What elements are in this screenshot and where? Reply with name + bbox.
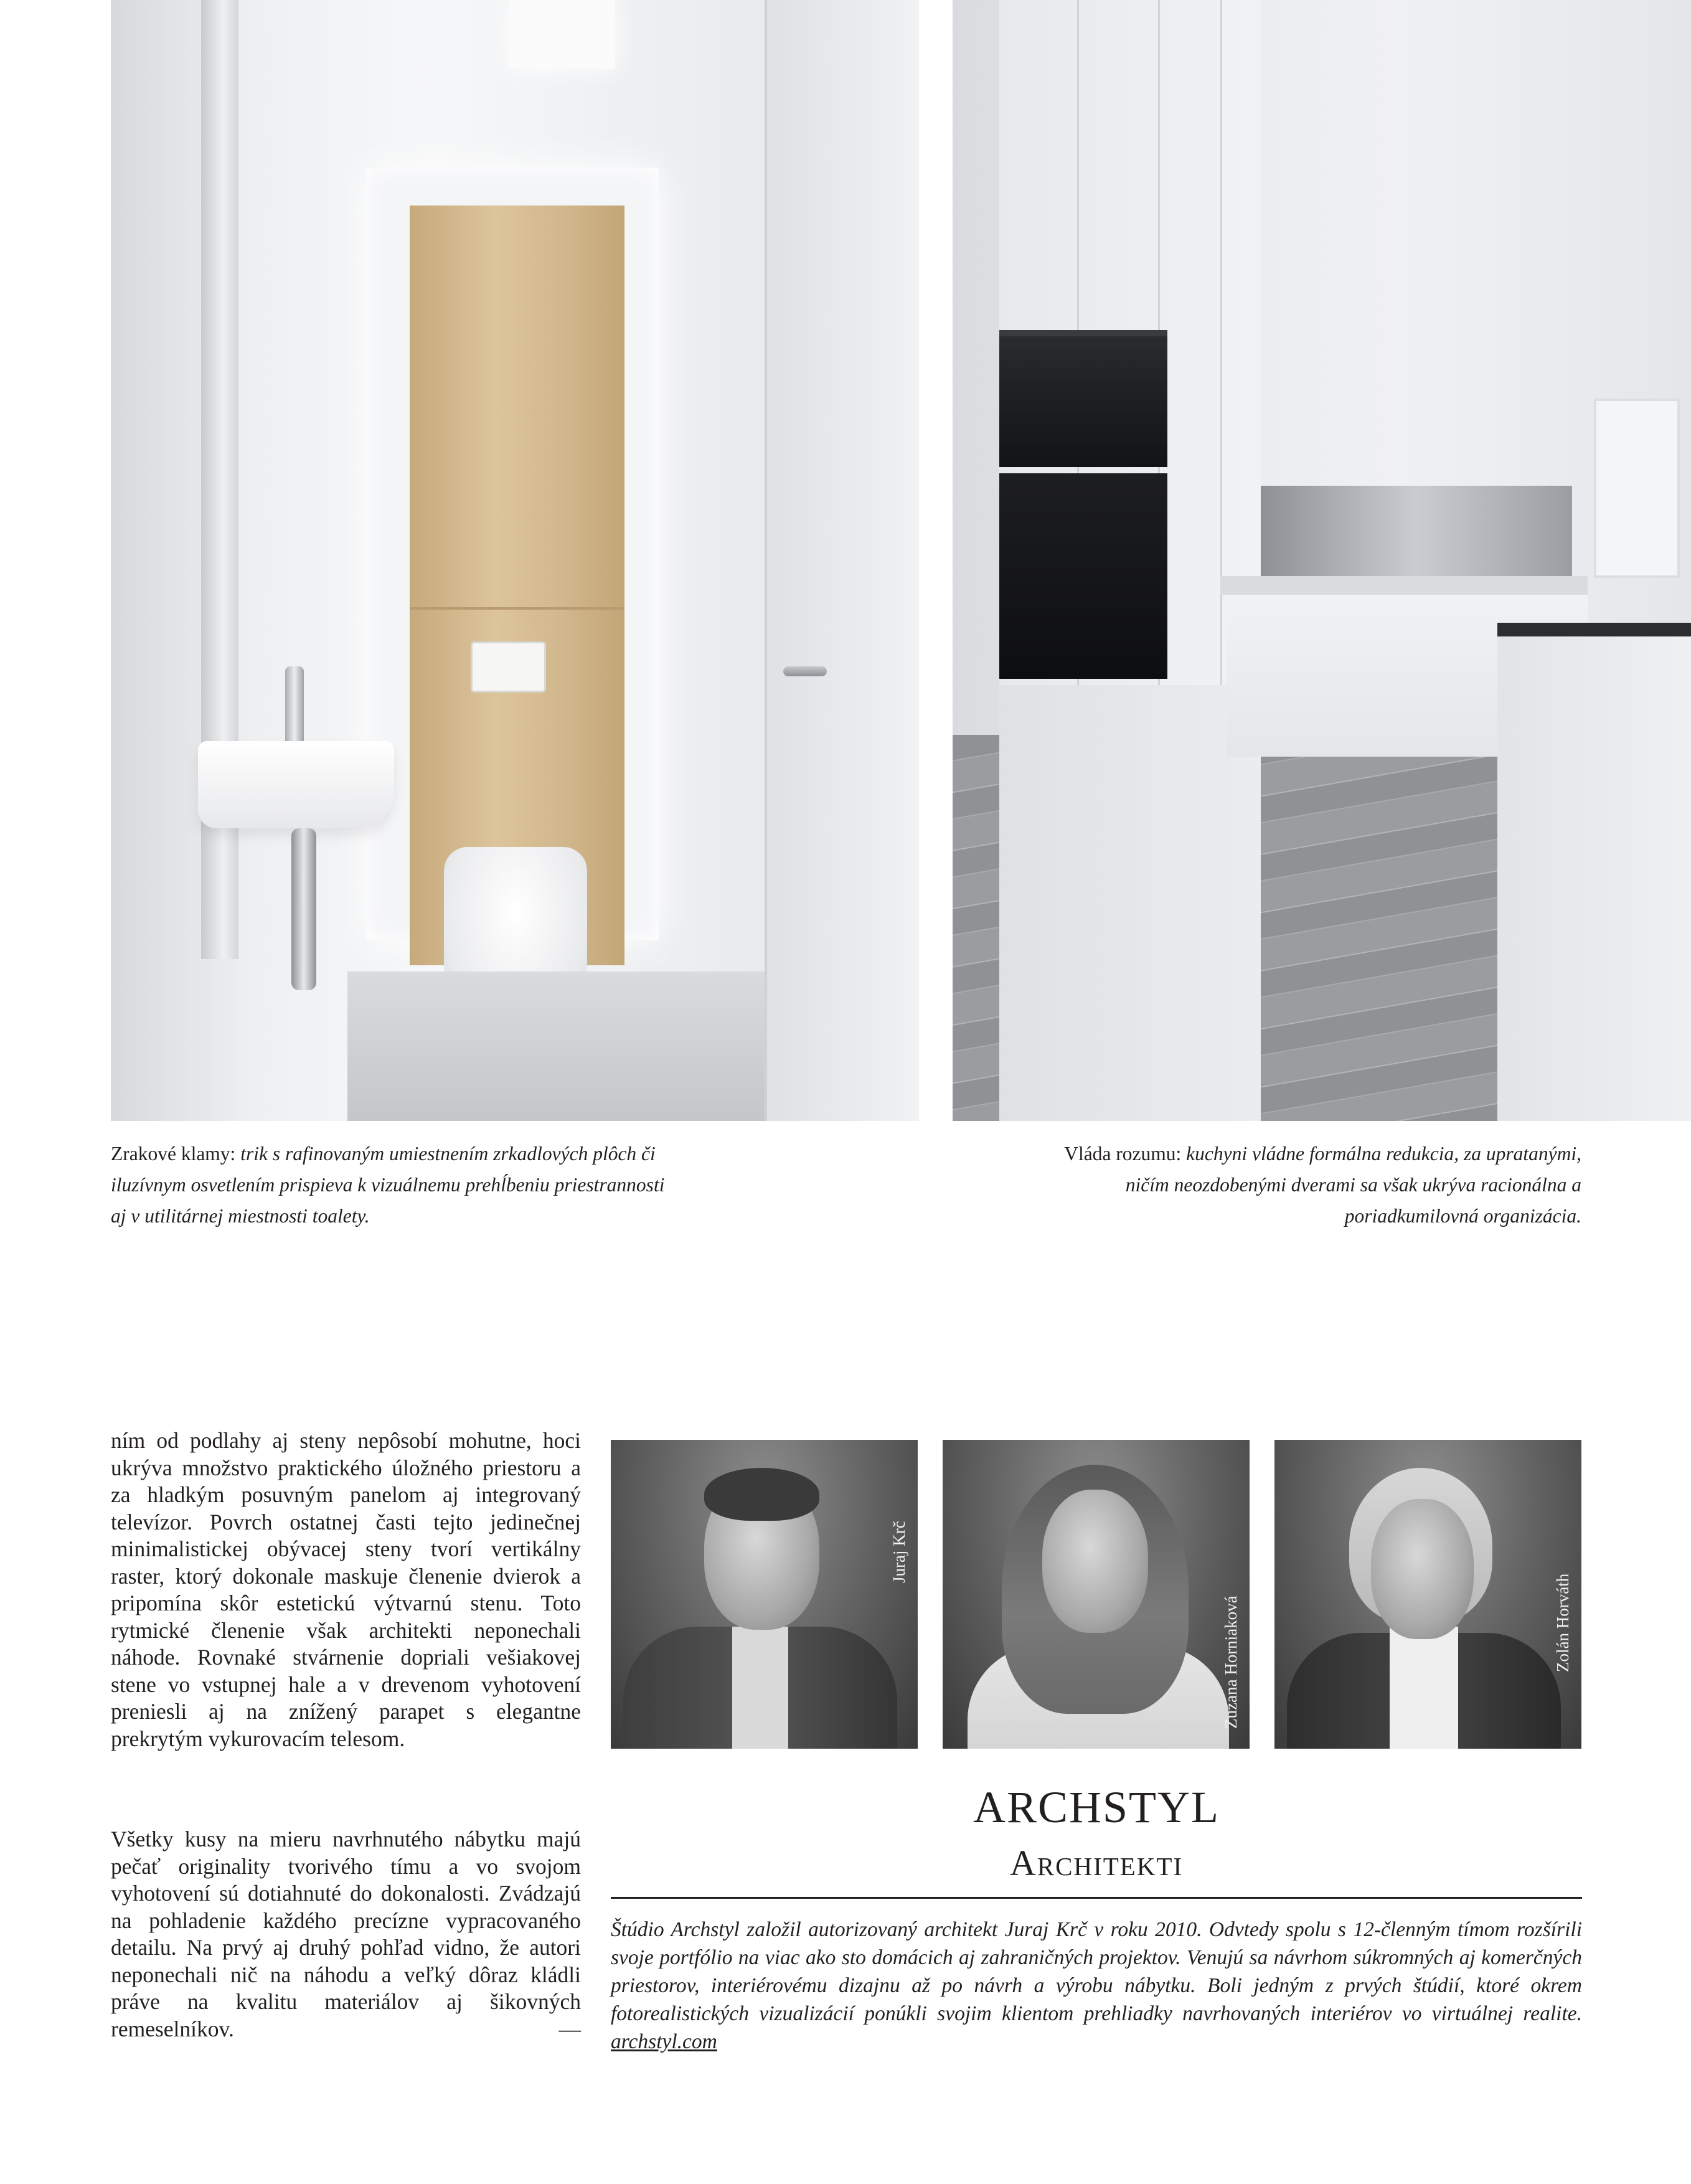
floor bbox=[347, 971, 783, 1121]
face bbox=[1371, 1499, 1474, 1639]
face bbox=[1042, 1490, 1148, 1633]
sink bbox=[198, 741, 394, 828]
cabinet-seam bbox=[1220, 0, 1222, 778]
body-paragraph-2-text: Všetky kusy na mieru navrhnutého nábytku majú pečať originality tvorivého tímu a vo svojom vyhotovení sú dotiahnuté do dokonalosti. Zvádzajú na pohladenie každého precízne vypracovaného detailu. Na prvý aj druhý pohľad vidno, že autori neponechali nič na náhodu a veľký dôraz kládli práve na kvalitu materiálov aj šikovných remeselníkov. bbox=[111, 1827, 581, 2041]
portrait-juraj-krc bbox=[611, 1440, 918, 1749]
countertop bbox=[1220, 576, 1588, 595]
caption-bathroom bbox=[111, 1138, 671, 1232]
shirt bbox=[1390, 1627, 1458, 1749]
hair bbox=[704, 1468, 819, 1521]
kitchen-island bbox=[1497, 623, 1691, 1121]
faucet bbox=[285, 666, 304, 754]
kitchen-photo bbox=[953, 0, 1691, 1121]
sink-pipe bbox=[291, 828, 316, 990]
ceiling-light bbox=[509, 0, 615, 69]
portrait-zolan-horvath bbox=[1274, 1440, 1581, 1749]
portrait-name: Juraj Krč bbox=[890, 1521, 908, 1583]
oven-upper bbox=[999, 330, 1167, 467]
body-paragraph-2 bbox=[111, 1826, 581, 2043]
studio-bio bbox=[611, 1916, 1582, 2056]
flush-plate bbox=[471, 641, 546, 693]
far-door bbox=[1594, 399, 1680, 578]
caption-lead: Zrakové klamy: bbox=[111, 1143, 241, 1165]
wood-panel-joint bbox=[410, 607, 624, 610]
studio-title: ARCHSTYL bbox=[973, 1782, 1220, 1832]
door-handle bbox=[783, 666, 827, 676]
bathroom-photo bbox=[111, 0, 919, 1121]
studio-website-link[interactable]: archstyl.com bbox=[611, 2030, 717, 2053]
door bbox=[765, 0, 919, 1121]
studio-bio-text: Štúdio Archstyl založil autorizovaný architekt Juraj Krč v roku 2010. Odvtedy spolu s 12-členným tímom rozšírili svoje portfólio na viac ako sto domácich aj zahraničných projektov. Venujú sa návrhom súkromných aj komerčných priestorov, interiérovému dizajnu až po návrh a výrobu nábytku. Boli jedným z prvých štúdií, ktoré okrem fotorealistických vizualizácií ponúkli svojim klientom prehliadky navrhovaných interiérov vo virtuálnej realite. bbox=[611, 1918, 1582, 2025]
mirror-backsplash bbox=[1261, 486, 1572, 579]
end-mark: — bbox=[558, 2016, 581, 2041]
cabinet-front bbox=[999, 685, 1261, 1121]
caption-text: kuchyni vládne formálna redukcia, za upratanými, ničím neozdobenými dverami sa však ukrýva racionálna a poriadkumilovná organizácia. bbox=[1125, 1143, 1581, 1227]
body-paragraph-1: ním od podlahy aj steny nepôsobí mohutne, hoci ukrýva množstvo praktického úložného priestoru a za hladkým posuvným panelom aj integrovaný televízor. Povrch ostatnej časti tejto jedinečnej minimalistickej obývacej steny tvorí vertikálny raster, ktorý dokonale maskuje členenie dvierok a pripomína skôr estetickú výtvarnú stenu. Toto rytmické členenie však architekti neponechali náhode. Rovnaké stvárnenie dopriali vešiakovej stene vo vstupnej hale a v drevenom vyhotovení preniesli aj na znížený parapet s elegantne prekrytým vykurovacím telesom. bbox=[111, 1428, 581, 1751]
portrait-name: Zolán Horváth bbox=[1553, 1573, 1572, 1672]
caption-text: trik s rafinovaným umiestnením zrkadlových plôch či iluzívnym osvetlením prispieva k vizuálnemu prehĺbeniu priestrannosti aj v utilitárnej miestnosti toalety. bbox=[111, 1143, 665, 1227]
shirt bbox=[732, 1627, 788, 1749]
oven-lower bbox=[999, 473, 1167, 679]
portrait-name: Zuzana Horniaková bbox=[1222, 1595, 1240, 1729]
portrait-zuzana-horniakova bbox=[943, 1440, 1250, 1749]
studio-subtitle: Architekti bbox=[1009, 1843, 1184, 1883]
caption-kitchen bbox=[1021, 1138, 1581, 1232]
divider bbox=[611, 1897, 1582, 1899]
caption-lead: Vláda rozumu: bbox=[1064, 1143, 1187, 1165]
